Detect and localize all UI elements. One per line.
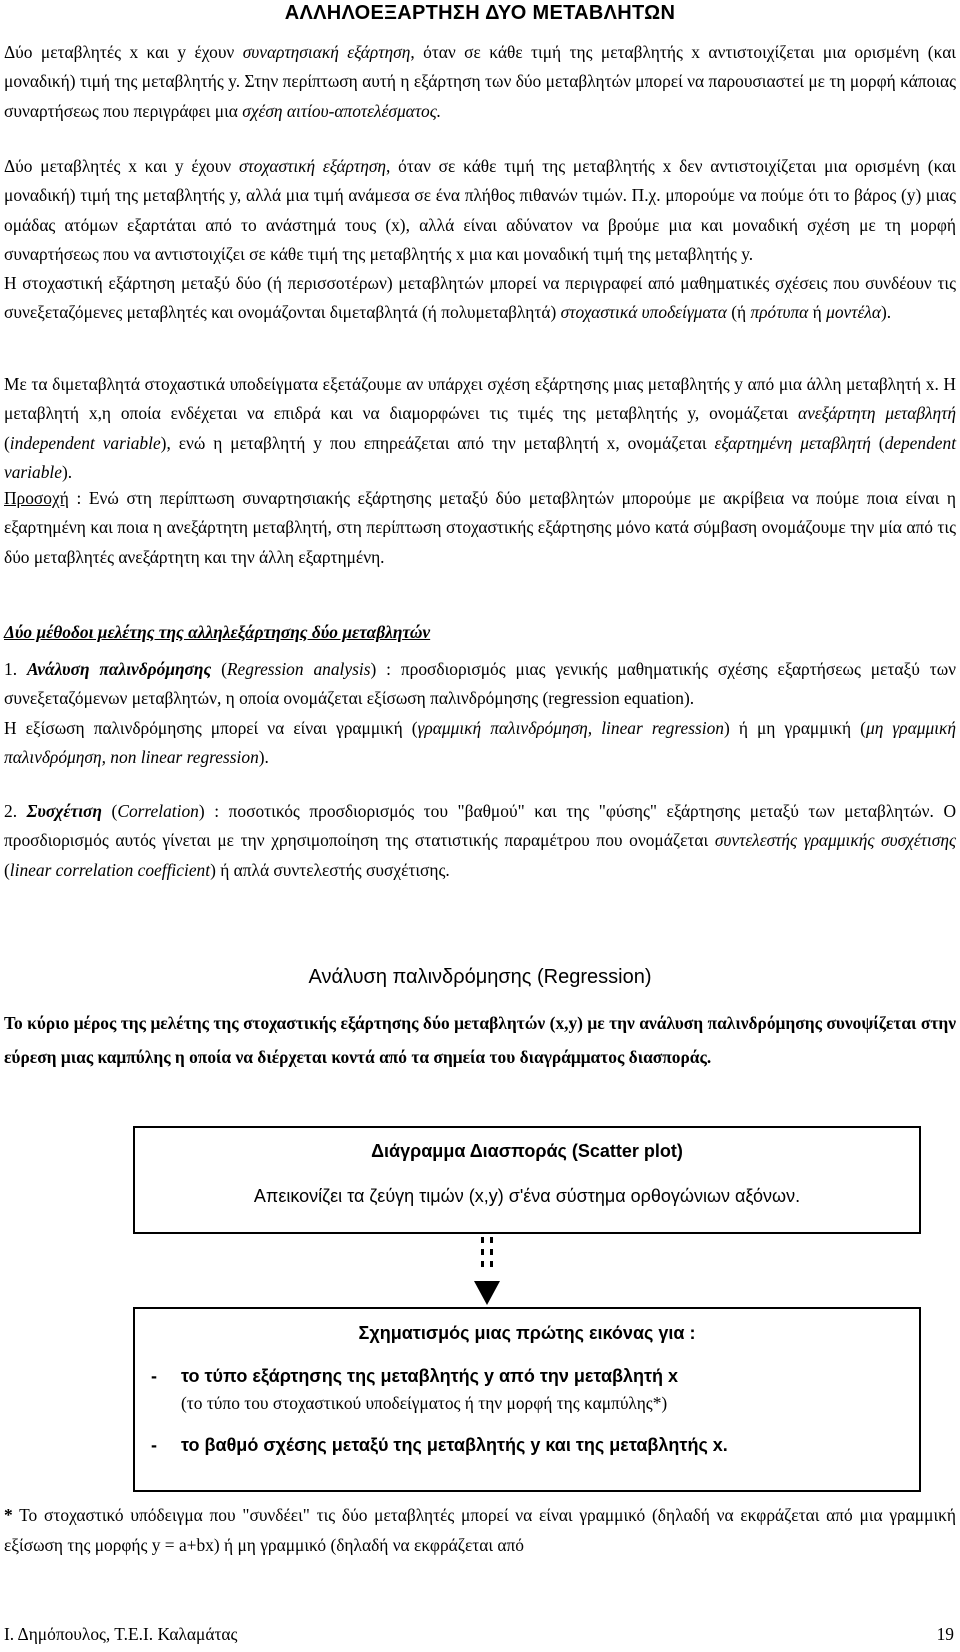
paragraph-stochastic-dependence	[4, 152, 956, 328]
text: ) : προσδιορισμός μιας γενικής μαθηματικής σχέσης εξαρτήσεως μεταξύ των συνεξεταζόμενων μεταβλητών, η οποία ονομάζεται εξίσωση παλινδρόμησης (regression equation).	[4, 659, 957, 709]
term-nonlinear-regression: μη γραμμική παλινδρόμηση, non linear regression	[4, 717, 956, 767]
term-stochastic-dependence: στοχαστική εξάρτηση	[238, 156, 387, 176]
term-linear-correlation-coefficient: συντελεστής γραμμικής συσχέτισης	[714, 830, 957, 851]
methods-heading	[4, 618, 956, 647]
term-dependent-variable-en: dependent variable	[4, 432, 957, 482]
term-correlation-en: Correlation	[117, 801, 199, 821]
text: (	[4, 859, 10, 880]
term-regression-analysis: Ανάλυση παλινδρόμησης	[26, 659, 212, 679]
scatter-plot-description: Απεικονίζει τα ζεύγη τιμών (x,y) σ'ένα σύστημα ορθογώνιων αξόνων.	[253, 1186, 801, 1206]
paragraph-bivariate-models	[4, 370, 956, 487]
page-title: ΑΛΛΗΛΟΕΞΑΡΤΗΣΗ ΔΥΟ ΜΕΤΑΒΛΗΤΩΝ	[284, 2, 676, 24]
text: (	[4, 432, 10, 453]
text: : Ενώ στη περίπτωση συναρτησιακής εξάρτησης μεταξύ δύο μεταβλητών μπορούμε με ακρίβεια να πούμε ποια είναι η εξαρτημένη και ποια η ανεξάρτητη μεταβλητή, στη περίπτωση στοχαστικής εξάρτησης μόνο κατά σύμβαση ονομάζουμε την μία από τις δύο μεταβλητές ανεξάρτητη και την άλλη εξαρτημένη.	[4, 488, 956, 567]
term-patterns: πρότυπα	[750, 302, 809, 323]
regression-summary: Το κύριο μέρος της μελέτης της στοχαστικής εξάρτησης δύο μεταβλητών (x,y) με την ανάλυση παλινδρόμησης συνοψίζεται στην εύρεση μιας καμπύλης η οποία να διέρχεται κοντά από τα σημεία του διαγράμματος διασποράς.	[4, 1013, 956, 1067]
term-cause-effect: σχέση αιτίου-αποτελέσματος.	[242, 100, 442, 121]
bullet-dash: -	[151, 1435, 157, 1455]
term-linear-correlation-coefficient-en: linear correlation coefficient	[9, 859, 211, 880]
paragraph-functional-dependence	[4, 38, 956, 126]
list-number: 2.	[4, 801, 27, 821]
text: (	[870, 432, 885, 453]
dependence-type-item: το τύπο εξάρτησης της μεταβλητής y από την μεταβλητή x	[181, 1366, 679, 1386]
term-stochastic-models: στοχαστικά υποδείγματα	[560, 302, 727, 323]
list-number: 1.	[4, 659, 27, 679]
regression-heading: Ανάλυση παλινδρόμησης (Regression)	[308, 966, 652, 988]
text: ), ενώ η μεταβλητή y που επηρεάζεται από την μεταβλητή x, ονομάζεται	[160, 432, 715, 453]
text: ).	[61, 461, 73, 482]
text: Η εξίσωση παλινδρόμησης μπορεί να είναι γραμμική (	[4, 717, 418, 738]
method-regression	[4, 655, 956, 772]
text: (	[211, 659, 227, 679]
term-functional-dependence: συναρτησιακή εξάρτηση	[242, 42, 411, 62]
footnote-text: Το στοχαστικό υπόδειγμα που "συνδέει" τις δύο μεταβλητές μπορεί να είναι γραμμικό (δηλαδή να εκφράζεται από μια γραμμική εξίσωση της μορφής y = a+bx) ή μη γραμμικό (δηλαδή να εκφράζεται από	[4, 1505, 956, 1555]
text: ) : ποσοτικός προσδιορισμός του "βαθμού" και της "φύσης" εξάρτησης μεταξύ των μεταβλητών. Ο προσδιορισμός αυτός γίνεται με την χρησιμοποίηση της στατιστικής παραμέτρου που ονομάζεται	[4, 801, 957, 851]
term-dependent-variable: εξαρτημένη μεταβλητή	[714, 432, 871, 453]
term-regression-analysis-en: Regression analysis	[226, 659, 371, 679]
dependence-type-note: (το τύπο του στοχαστικού υποδείγματος ή την μορφή της καμπύλης*)	[181, 1393, 668, 1413]
text: Με τα διμεταβλητά στοχαστικά υποδείγματα εξετάζουμε αν υπάρχει σχέση εξάρτησης μιας μεταβλητής y από μια άλλη μεταβλητή x. Η μεταβλητή x,η οποία ενδέχεται να επιδρά και να διαμορφώνει τις τιμές της μεταβλητής y, ονομάζεται	[4, 374, 956, 424]
text: Δύο μεταβλητές x και y έχουν	[4, 42, 243, 62]
scatter-plot-box	[133, 1126, 921, 1234]
footnote-star: *	[4, 1505, 13, 1525]
text: (ή	[726, 302, 751, 323]
page-number: 19	[936, 1624, 954, 1644]
down-arrow-icon	[472, 1235, 502, 1315]
text: ).	[258, 746, 269, 767]
text: Η στοχαστική εξάρτηση μεταξύ δύο (ή περισσοτέρων) μεταβλητών μπορεί να περιγραφεί από μαθηματικές σχέσεις που συνδέουν τις συνεξεταζόμενες μεταβλητές και ονομάζονται διμεταβλητά (ή πολυμεταβλητά)	[4, 273, 956, 323]
text: ).	[881, 302, 892, 323]
text: (	[101, 801, 118, 821]
bullet-dash: -	[151, 1366, 157, 1386]
footnote	[4, 1500, 956, 1560]
footer-author: Ι. Δημόπουλος, Τ.Ε.Ι. Καλαμάτας	[4, 1624, 238, 1644]
scatter-plot-title: Διάγραμμα Διασποράς (Scatter plot)	[371, 1141, 683, 1161]
text: ) ή απλά συντελεστής συσχέτισης.	[210, 859, 450, 880]
attention-label: Προσοχή	[4, 488, 69, 508]
text: , όταν σε κάθε τιμή της μεταβλητής x δεν αντιστοιχίζεται μια ορισμένη (και μοναδική) τιμή της μεταβλητής y, αλλά μια τιμή ανάμεσα σε ένα πλήθος πιθανών τιμών. Π.χ. μπορούμε να πούμε ότι το βάρος (y) μιας ομάδας ατόμων εξαρτάται από το ανάστημά τους (x), αλλά είναι αδύνατον να βρούμε μια και μοναδική σχέση με τη μορφή συναρτήσεως που να αντιστοιχίζει σε κάθε τιμή της μεταβλητής x μια και μοναδική τιμή της μεταβλητής y.	[4, 156, 956, 264]
paragraph-attention	[4, 484, 956, 572]
term-models: μοντέλα	[826, 302, 881, 323]
text: ) ή μη γραμμική (	[723, 717, 866, 738]
term-correlation: Συσχέτιση	[26, 801, 102, 821]
first-impression-title: Σχηματισμός μιας πρώτης εικόνας για :	[358, 1323, 696, 1343]
text: , όταν σε κάθε τιμή της μεταβλητής x αντιστοιχίζεται μια ορισμένη (και μοναδική) τιμή της μεταβλητής y. Στην περίπτωση αυτή η εξάρτηση των δύο μεταβλητών μπορεί να παρουσιαστεί με τη μορφή κάποιας συναρτήσεως που περιγράφει μια	[4, 42, 956, 121]
first-impression-box	[133, 1307, 921, 1492]
methods-heading-text: Δύο μέθοδοι μελέτης της αλληλεξάρτησης δύο μεταβλητών	[4, 622, 431, 642]
term-independent-variable-en: independent variable	[9, 432, 161, 453]
text: Δύο μεταβλητές x και y έχουν	[4, 156, 239, 176]
method-correlation	[4, 797, 956, 885]
term-linear-regression: γραμμική παλινδρόμηση, linear regression	[417, 717, 724, 738]
term-independent-variable: ανεξάρτητη μεταβλητή	[797, 403, 956, 424]
text: ή	[808, 302, 827, 323]
relation-degree-item: το βαθμό σχέσης μεταξύ της μεταβλητής y και της μεταβλητής x.	[181, 1435, 728, 1455]
